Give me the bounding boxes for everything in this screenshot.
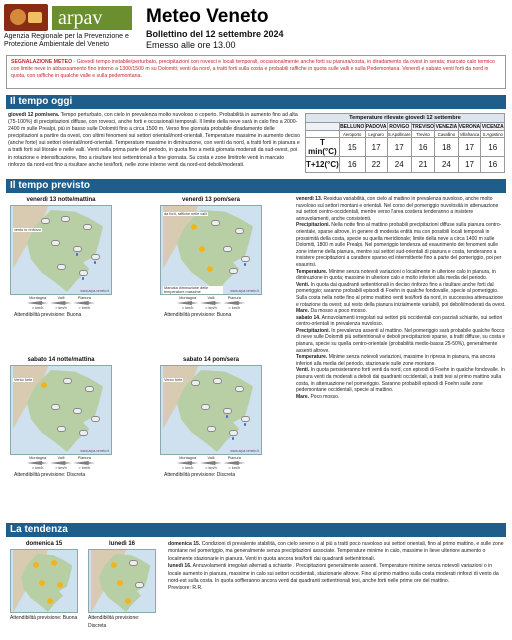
- wind-legend: Montagna > km/h Valli > km/h Pianura > km/h: [26, 456, 96, 470]
- map-panel: [10, 356, 112, 479]
- map-note: vento in rinforzo: [14, 228, 42, 232]
- map-title: lunedì 16: [108, 541, 135, 547]
- station: PADOVA: [365, 123, 387, 130]
- map-panel: [160, 356, 262, 479]
- reliability: Attendibilità previsione: Discreta: [14, 472, 86, 478]
- map-title: venerdì 13 notte/mattina: [26, 197, 96, 203]
- map-title: venerdì 13 pom/sera: [181, 197, 241, 203]
- brand-name: arpav: [52, 6, 132, 30]
- page-title: Meteo Veneto: [146, 6, 269, 27]
- map-panel: [10, 196, 112, 319]
- map-title: sabato 14 pom/sera: [182, 357, 240, 363]
- forecast-map: Vento forte www.arpa.veneto.it: [160, 365, 262, 455]
- reliability: Attendibilità previsione: Buona: [14, 312, 82, 318]
- reliability: Attendibilità previsione: Buona: [10, 615, 78, 621]
- oggi-day: giovedì 12 pom/sera.: [8, 112, 60, 118]
- reliability: Attendibilità previsione: Buona: [164, 312, 232, 318]
- map-note: Marcata diminuzione delle temperature massime: [163, 286, 223, 295]
- map-panel: [88, 540, 156, 630]
- station-site: S.Agostino: [482, 131, 503, 137]
- header: [0, 0, 512, 50]
- section-tendenza: La tendenza: [6, 523, 506, 537]
- oggi-text: [8, 112, 300, 169]
- wind-legend: Montagna > km/h Valli > km/h Pianura > km/h: [176, 296, 246, 310]
- forecast-map: da forti, raffiche nelle valli Marcata diminuzione delle temperature massime www.arpa.veneto.it: [160, 205, 262, 295]
- map-panel: [160, 196, 262, 319]
- agency-name: Agenzia Regionale per la Prevenzione e Protezione Ambientale del Veneto: [4, 33, 129, 48]
- reliability: Attendibilità previsione: Discreta: [164, 472, 236, 478]
- station-site: Villafranca: [459, 131, 480, 137]
- section-previsto: Il tempo previsto: [6, 179, 506, 193]
- alert-text: - Giovedì tempo instabile/perturbato, precipitazioni con rovesci e locali temporali, occasionalmente anche forti su pianura/costa, in diradamento da ovest in serata; marcato calo termico con limite neve in abbassamento fino intorno a 1300/1500 m su Dolomiti; venti da nord, a tratti forti sulla costa e probabili raffiche in quota sulle valli e sulla Pedemontana. Venerdì e sabato venti forti da nord in quota, con raffiche in qualche valle e sulla pedemontana.: [11, 59, 495, 80]
- weather-alert: [6, 55, 506, 89]
- forecast-map: vento in rinforzo www.arpa.veneto.it: [10, 205, 112, 295]
- station-site: Treviso: [411, 131, 434, 138]
- bulletin-date: Bollettino del 12 settembre 2024: [146, 29, 284, 39]
- station-site: Cavallino: [435, 131, 458, 138]
- station: ROVIGO: [387, 123, 411, 131]
- forecast-map: Vento forte www.arpa.veneto.it: [10, 365, 112, 455]
- station-site: Aeroporto: [339, 131, 365, 138]
- station: VENEZIA: [435, 123, 458, 130]
- tendenza-text: domenica 15. Condizioni di prevalente stabilità, con cielo sereno o al più a tratti poco nuvoloso sui settori orientali, fino al primo mattino, e sulle zone montane nel pomeriggio, ma generalmente senza precipitazioni associate. Temperature minime in calo, massime in lieve ulteriore aumento o localmente stazionarie in pianura. Venti in quota ancora tesi/forti dai quadranti settentrionali. lunedì 16. Annuvolamenti irregolari alternati a schiarite . Precipitazioni generalmente assenti. Temperature minime senza notevoli variazioni o in locale aumento in pianura, massime in calo sui settori occidentali, stazionarie altrove. Fino al primo mattino sulla costa moderati rinforzi di vento da nord-est sulla costa. In quota soffieranno ancora venti dai quadranti settentrionali tesi, anche forti nelle prime ore del mattino. Previsore: R.R.: [168, 541, 504, 592]
- trend-map: [10, 549, 78, 613]
- table-caption: Temperature rilevate giovedì 12 settembre: [306, 114, 505, 123]
- forecaster: Previsore: R.R.: [168, 585, 203, 592]
- reliability: Attendibilità previsione: Discreta: [88, 615, 140, 629]
- station: VERONA: [458, 123, 481, 130]
- oggi-body: Tempo perturbato, con cielo in prevalenza molto nuvoloso o coperto. Probabilità in aumento fino ad alta (75-100%) di precipitazioni diffuse, con rovesci, anche forti e occasionali temporali. Il limite della neve sarà in calo fino a 2000-2400 m sulle Prealpi, più in basso sulle Dolomiti fino a circa 1500 m. Verso fine giornata probabile diradamento delle precipitazioni a partire da ovest, con ultimi fenomeni sui settori orientali/nord-orientali. Temperature massime in aumento deciso (anche forte) sui settori orientali/nord-orientali. Temperature massime in diminuzione, con venti da nord, a tratti forti in pianura e a tratti forti sul litorale e nelle valli. Venti nella prima parte del periodo, in quota fino a metà giornata moderati da sud-ovest, poi in rotazione e intensificazione, fino a risultare tesi settentrionali a fine giornata. Su costa e zone limitrofe venti in marcato rinforzo da nord-est fino a risultare anche tesi/forti, nelle zone interne venti da nord-est deboli/moderati.: [8, 112, 300, 168]
- alert-label: SEGNALAZIONE METEO: [11, 59, 73, 65]
- arpav-logo: [4, 4, 48, 31]
- station: BELLUNO: [340, 123, 365, 130]
- station: VICENZA: [481, 123, 504, 130]
- wind-legend: Montagna > km/h Valli > km/h Pianura > km/h: [26, 296, 96, 310]
- map-title: sabato 14 notte/mattina: [27, 357, 95, 363]
- map-panel: [10, 540, 78, 622]
- map-note: Vento forte: [164, 378, 183, 382]
- station-site: Legnaro: [365, 131, 387, 138]
- map-title: domenica 15: [25, 541, 63, 547]
- trend-map: [88, 549, 156, 613]
- station: TREVISO: [412, 123, 435, 130]
- temperature-table: [305, 113, 505, 173]
- section-oggi: Il tempo oggi: [6, 95, 506, 109]
- station-site: S.Apollinare: [387, 131, 411, 137]
- previsto-text: venerdì 13. Residua variabilità, con cielo al mattino in prevalenza nuvoloso, anche molto nuvoloso sui settori montani e orientali. Nel corso del pomeriggio nuvolosità in attenuazione sui settori centro-occidentali, mentre verso l'area costiera tenderanno a insistere annuvolamenti, anche consistenti. Precipitazioni. Nella notte fino al mattino probabili precipitazioni diffuse sulla pianura centro-orientale, sparse altrove, in genere di modesta entità ma con possibili locali temporali in prossimità della costa, specie su quella meridionale; limite della neve a circa 1400 m sulle Dolomiti, 1800 m sulle Prealpi. Nel pomeriggio tendenza ad esaurimento dei fenomeni sulle zone interne della pianura, mentre sui settori sud-orientali di pianura e costa, tenderanno a insistere precipitazioni a carattere sparso ed intermittente fino a parte del pomeriggio, poi per esaurirsi. Temperature. Minime senza notevoli variazioni o localmente in ulteriore calo in pianura, in diminuzione in quota; massime in ulteriore calo e molto inferiori alla media del periodo. Venti. In quota dai quadranti settentrionali in deciso rinforzo fino a risultare anche forti dal pomeriggio; saranno probabili episodi di Foehn in qualche fondovalle, specie al pomeriggio. Sulla costa nella notte fino al primo mattino venti tesi/forti da nord, in successiva attenuazione e rotazione da ovest; sul resto della pianura inizialmente variabili, poi deboli/moderati da ovest. Mare. Da mosso a poco mosso. sabato 14. Annuvolamenti irregolari sui settori più occidentali con parziali schiarite, sui settori centro-orientali in prevalenza nuvoloso. Precipitazioni. In prevalenza assenti al mattino. Nel pomeriggio sarà probabile qualche fiocco di neve sulle Dolomiti più settentrionali e deboli precipitazioni sparse, a tratti diffuse, su costa e pianura, specie su quella centro-orientale (probabilità medio-bassa 25-50%), generalmente assenti altrove. Temperature. Minime senza notevoli variazioni, massime in ripresa in pianura, ma ancora inferiori alla media del periodo, stazionarie sulle zone montane. Venti. In quota persisteranno forti venti da nord, con episodi di Foehn in qualche fondovalle. In pianura venti da moderati a deboli dai quadranti occidentali, a tratti tesi al primo mattino sulla costa, in attenuazione nel pomeriggio. Saranno probabili episodi di Foehn sulle zone pedemontane occidentali, specie al mattino. Mare. Poco mosso.: [296, 196, 506, 400]
- map-note: da forti, raffiche nelle valli: [164, 212, 207, 216]
- table-row: T+12(°C) 16 22 24 21 24 17 16: [306, 157, 505, 173]
- table-row: T min(°C) 15 17 17 16 18 17 16: [306, 138, 505, 157]
- map-note: Vento forte: [14, 378, 33, 382]
- wind-legend: Montagna > km/h Valli > km/h Pianura > km/h: [176, 456, 246, 470]
- issued-time: Emesso alle ore 13.00: [146, 40, 236, 50]
